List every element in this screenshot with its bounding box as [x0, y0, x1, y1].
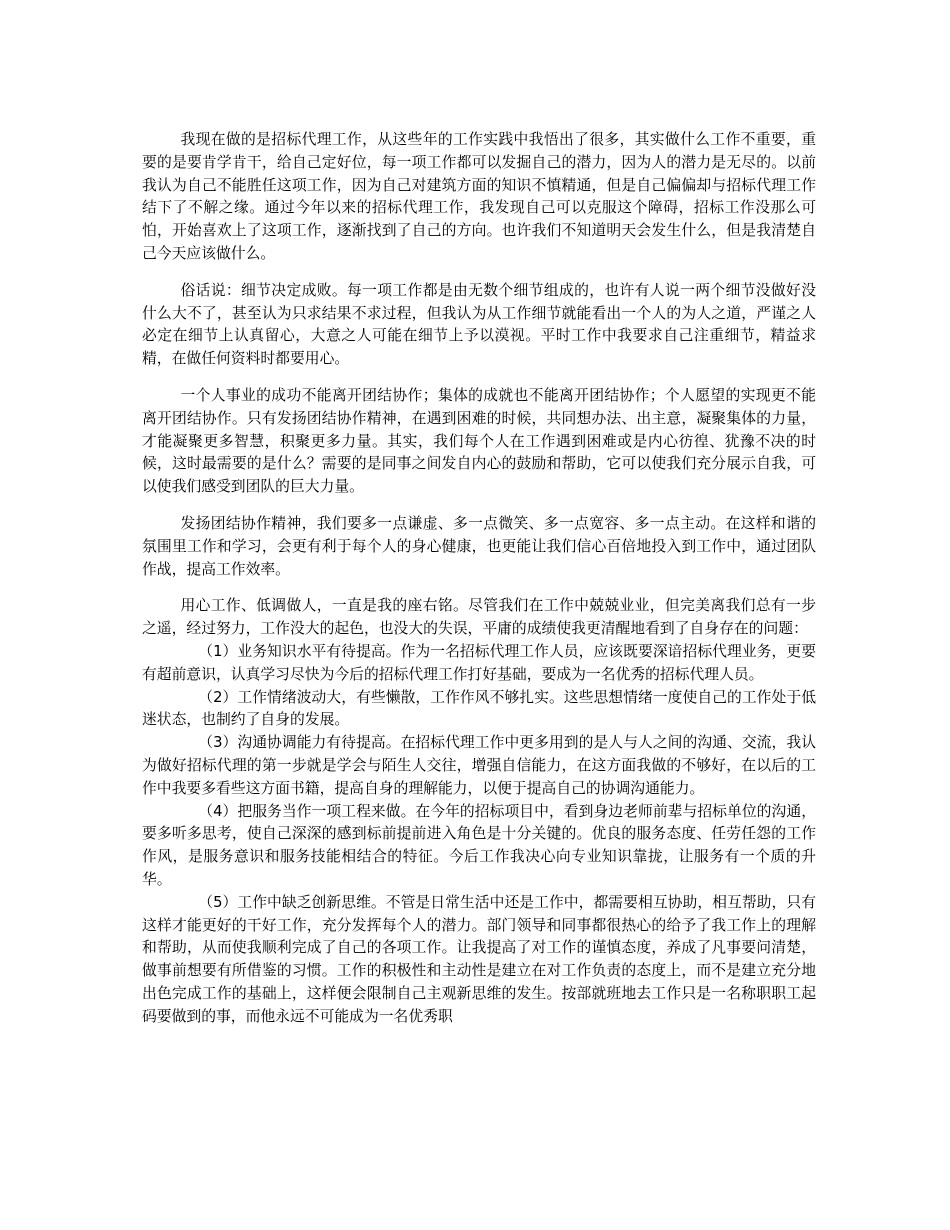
list-item: （2）工作情绪波动大，有些懒散，工作作风不够扎实。这些思想情绪一度使自己的工作处于低迷状态，也制约了自身的发展。 — [142, 688, 816, 729]
paragraph: 一个人事业的成功不能离开团结协作；集体的成就也不能离开团结协作；个人愿望的实现更不能离开团结协作。只有发扬团结协作精神，在遇到困难的时候，共同想办法、出主意，凝聚集体的力量，才能凝聚更多智慧，积聚更多力量。其实，我们每个人在工作遇到困难或是内心彷徨、犹豫不决的时候，这时最需要的是什么？需要的是同事之间发自内心的鼓励和帮助，它可以使我们充分展示自我，可以使我们感受到团队的巨大力量。 — [142, 386, 816, 496]
paragraph: 发扬团结协作精神，我们要多一点谦虚、多一点微笑、多一点宽容、多一点主动。在这样和谐的氛围里工作和学习，会更有利于每个人的身心健康，也更能让我们信心百倍地投入到工作中，通过团队作战，提高工作效率。 — [142, 514, 816, 578]
paragraph: 用心工作、低调做人，一直是我的座右铭。尽管我们在工作中兢兢业业，但完美离我们总有一步之遥，经过努力，工作没大的起色，也没大的失误，平庸的成绩使我更清醒地看到了自身存在的问题： — [142, 597, 816, 638]
paragraph: 我现在做的是招标代理工作，从这些年的工作实践中我悟出了很多，其实做什么工作不重要，重要的是要肯学肯干，给自己定好位，每一项工作都可以发掘自己的潜力，因为人的潜力是无尽的。以前我认为自己不能胜任这项工作，因为自己对建筑方面的知识不慎精通，但是自己偏偏却与招标代理工作结下了不解之缘。通过今年以来的招标代理工作，我发现自己可以克服这个障碍，招标工作没那么可怕，开始喜欢上了这项工作，逐渐找到了自己的方向。也许我们不知道明天会发生什么，但是我清楚自己今天应该做什么。 — [142, 131, 816, 262]
paragraph: 俗话说：细节决定成败。每一项工作都是由无数个细节组成的，也许有人说一两个细节没做好没什么大不了，甚至认为只求结果不求过程，但我认为从工作细节就能看出一个人的为人之道，严谨之人必定在细节上认真留心，大意之人可能在细节上予以漠视。平时工作中我要求自己注重细节，精益求精，在做任何资料时都要用心。 — [142, 281, 816, 368]
list-item: （1）业务知识水平有待提高。作为一名招标代理工作人员，应该既要深谙招标代理业务，更要有超前意识，认真学习尽快为今后的招标代理工作打好基础，要成为一名优秀的招标代理人员。 — [142, 642, 816, 683]
document-body — [142, 129, 816, 1028]
list-item: （4）把服务当作一项工程来做。在今年的招标项目中，看到身边老师前辈与招标单位的沟通，要多听多思考，使自己深深的感到标前提前进入角色是十分关键的。优良的服务态度、任劳任怨的工作作风，是服务意识和服务技能相结合的特征。今后工作我决心向专业知识靠拢，让服务有一个质的升华。 — [142, 802, 816, 888]
list-item: （3）沟通协调能力有待提高。在招标代理工作中更多用到的是人与人之间的沟通、交流，我认为做好招标代理的第一步就是学会与陌生人交往，增强自信能力，在这方面我做的不够好，在以后的工作中我要多看些这方面书籍，提高自身的理解能力，以便于提高自己的协调沟通能力。 — [142, 734, 816, 797]
list-item: （5）工作中缺乏创新思维。不管是日常生活中还是工作中，都需要相互协助，相互帮助，只有这样才能更好的干好工作，充分发挥每个人的潜力。部门领导和同事都很热心的给予了我工作上的理解和帮助，从而使我顺利完成了自己的各项工作。让我提高了对工作的谨慎态度，养成了凡事要问清楚，做事前想要有所借鉴的习惯。工作的积极性和主动性是建立在对工作负责的态度上，而不是建立充分地出色完成工作的基础上，这样便会限制自己主观新思维的发生。按部就班地去工作只是一名称职职工起码要做到的事，而他永远不可能成为一名优秀职 — [142, 893, 816, 1025]
